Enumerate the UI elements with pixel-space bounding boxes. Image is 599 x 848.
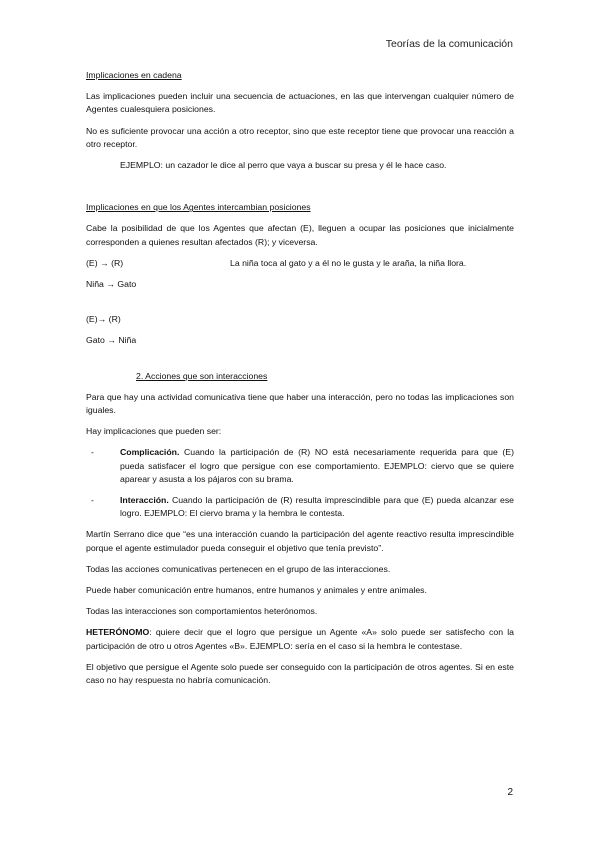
- relation-label: (E) → (R): [86, 257, 124, 268]
- paragraph: Puede haber comunicación entre humanos, entre humanos y animales y entre animales.: [86, 585, 427, 596]
- example-line: EJEMPLO: un cazador le dice al perro que vaya a buscar su presa y él le hace caso.: [120, 160, 447, 171]
- definition-term: HETERÓNOMO: [86, 627, 150, 638]
- list-item: [86, 446, 514, 486]
- page-body: [86, 69, 514, 695]
- relation-example: La niña toca al gato y a él no le gusta y le araña, la niña llora.: [230, 257, 467, 268]
- paragraph: No es suficiente provocar una acción a otro receptor, sino que este receptor tiene que provocar una reacción a otro receptor.: [86, 125, 514, 149]
- paragraph: Todas las acciones comunicativas pertenecen en el grupo de las interacciones.: [86, 563, 391, 574]
- definition-paragraph: [86, 626, 514, 652]
- paragraph: Para que hay una actividad comunicativa tiene que haber una interacción, pero no todas las implicaciones son iguales.: [86, 391, 514, 416]
- relation-row: [86, 257, 514, 270]
- list-item-term: Complicación.: [120, 447, 180, 458]
- bullet-dash: -: [91, 495, 94, 506]
- running-header: Teorías de la comunicación: [385, 38, 513, 50]
- relation-line: Gato → Niña: [86, 335, 137, 346]
- paragraph: Martín Serrano dice que “es una interacción cuando la participación del agente reactivo resulta imprescindible porque el agente estimulador pueda conseguir el objetivo que tenía previsto”.: [86, 529, 514, 553]
- paragraph: Las implicaciones pueden incluir una secuencia de actuaciones, en las que intervengan cualquier número de Agentes cualesquiera posiciones.: [86, 91, 514, 115]
- paragraph: Cabe la posibilidad de que los Agentes que afectan (E), lleguen a ocupar las posiciones que inicialmente corresponden a quienes resultan afectados (R); y viceversa.: [86, 223, 514, 247]
- implications-list: [86, 446, 514, 520]
- relation-line: (E)→ (R): [86, 314, 121, 325]
- paragraph: Hay implicaciones que pueden ser:: [86, 426, 222, 437]
- page-number: 2: [507, 787, 513, 798]
- list-item-term: Interacción.: [120, 495, 169, 506]
- definition-text: : quiere decir que el logro que persigue un Agente «A» solo puede ser satisfecho con la participación de otro u otros Agentes «B». EJEMPLO: sería en el caso si la hembra le contestase.: [86, 627, 514, 651]
- paragraph: El objetivo que persigue el Agente solo puede ser conseguido con la participación de otros agentes. Si en este caso no hay respuesta no habría comunicación.: [86, 661, 514, 686]
- list-item: [86, 494, 514, 520]
- heading-cadena: Implicaciones en cadena: [86, 70, 182, 80]
- paragraph: Todas las interacciones son comportamientos heterónomos.: [86, 606, 318, 617]
- relation-line: Niña → Gato: [86, 279, 137, 290]
- bullet-dash: -: [91, 447, 94, 458]
- section-title: 2. Acciones que son interacciones: [136, 370, 268, 381]
- list-item-text: Cuando la participación de (R) resulta imprescindible para que (E) pueda alcanzar ese logro. EJEMPLO: El ciervo brama y la hembra le contesta.: [120, 495, 514, 519]
- heading-intercambian: Implicaciones en que los Agentes intercambian posiciones: [86, 202, 311, 213]
- list-item-text: Cuando la participación de (R) NO está necesariamente requerida para que (E) pueda satisfacer el logro que persigue con ese comportamiento. EJEMPLO: ciervo que se quiere aparear y asusta a los pájaros con su brama.: [120, 447, 514, 484]
